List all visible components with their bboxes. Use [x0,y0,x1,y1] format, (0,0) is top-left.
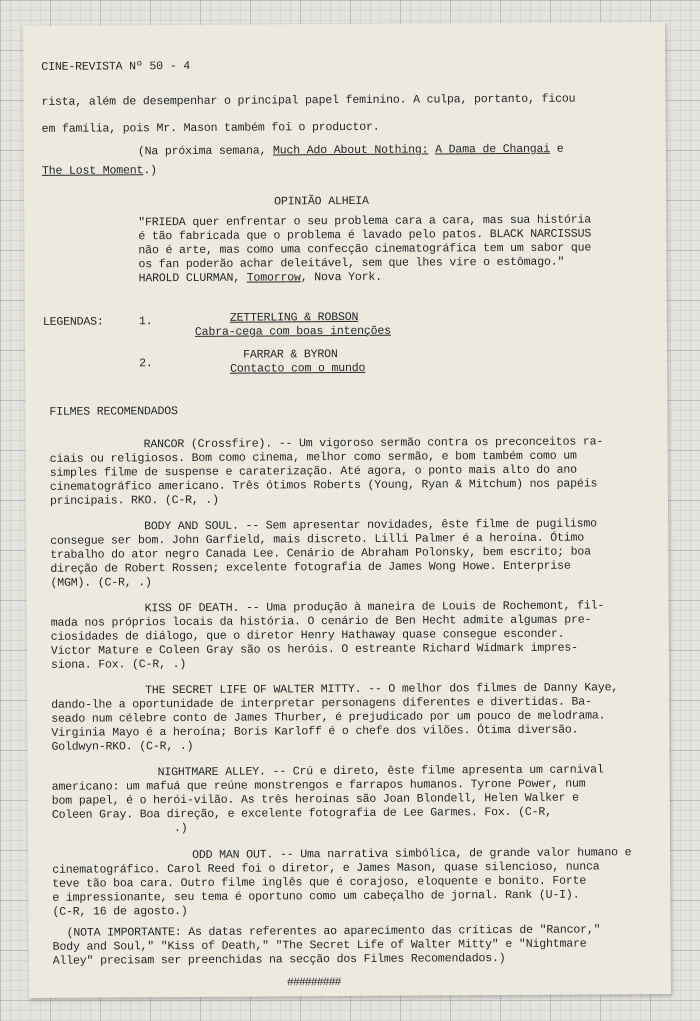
review-line: Virginia Mayo é a heroína; Boris Karloff é o chefe dos vilões. Ótima diversão. [51,723,579,740]
review-line: dando-lhe a oportunidade de interpretar personagens diferentes e divertidas. Ba- [51,695,592,712]
review-line: seado num célebre conto de James Thurber, é prejudicado por um pouco de melodrama. [51,709,606,726]
review-line: NIGHTMARE ALLEY. -- Crú e direto, êste filme apresenta um carnival [157,763,604,780]
legenda-caption: Cabra-cega com boas intenções [194,324,391,339]
recomendados-heading: FILMES RECOMENDADOS [49,405,178,419]
next-week-title: A Dama de Changai [435,142,551,157]
next-week-note-cont: The Lost Moment.) [41,164,157,178]
end-mark: ######### [286,976,341,990]
quote-line: não é arte, mas como uma confecção cinematográfica tem um sabor que [138,241,592,258]
quote-line: os fan poderão achar deleitável, sem que lhes vire o estômago." [138,255,565,272]
page-header: CINE-REVISTA Nº 50 - 4 [41,59,190,74]
legenda-caption: Contacto com o mundo [230,361,366,376]
review-line: bom papel, é o herói-vilão. As três heroínas são Joan Blondell, Helen Walker e [51,791,579,808]
review-line: Goldwyn-RKO. (C-R, .) [51,739,194,754]
nota-line: Body and Soul," "Kiss of Death," "The Secret Life of Walter Mitty" e "Nightmare [52,937,587,954]
review-line: cinematográfico. Carol Reed foi o diretor, e James Mason, quase silencioso, nunca [52,860,600,877]
intro-line: rista, além de desempenhar o principal papel feminino. A culpa, portanto, ficou [41,92,576,109]
typewritten-page [23,22,671,998]
review-line: RANCOR (Crossfire). -- Um vigoroso sermão contra os preconceitos ra- [143,435,604,452]
legenda-names: ZETTERLING & ROBSON [229,310,359,325]
review-line: Coleen Gray. Boa direção, e excelente fotografia de Lee Garmes. Fox. (C-R, [51,805,552,822]
legenda-names: FARRAR & BYRON [243,348,338,362]
legenda-number: 2. [139,357,153,371]
quote-source: HAROLD CLURMAN, Tomorrow, Nova York. [138,270,382,286]
next-week-title: Much Ado About Nothing: [272,143,429,158]
review-line: consegue ser bom. John Garfield, mais discreto. Lilli Palmer é a heroína. Ótimo [50,531,585,548]
legenda-number: 1. [138,315,153,329]
next-week-note: (Na próxima semana, Much Ado About Nothing: A Dama de Changai e [137,142,564,159]
next-week-title: The Lost Moment [41,164,144,178]
nota-line: Alley" precisam ser preenchidas na secção dos Filmes Recomendados.) [52,952,506,968]
review-line: principais. RKO. (C-R, .) [49,493,219,508]
review-line: trabalho do ator negro Canada Lee. Cenário de Abraham Polonsky, bem escrito; boa [50,545,591,562]
review-line: (MGM). (C-R, .) [50,576,152,590]
quote-line: "FRIEDA quer enfrentar o seu problema cara a cara, mas sua história [138,213,592,230]
review-line: direção de Robert Rossen; excelente fotografia de James Wong Howe. Enterprise [50,559,571,576]
review-line: teve tão boa cara. Outro filme inglês que é corajoso, eloquente e bonito. Forte [52,874,587,891]
quote-line: é tão fabricada que o problema é lavado pelo patos. BLACK NARCISSUS [138,227,592,244]
intro-line: em família, pois Mr. Mason também foi o productor. [41,120,380,136]
opiniao-heading: OPINIÃO ALHEIA [274,194,369,209]
review-line: ODD MAN OUT. -- Uma narrativa simbólica, de grande valor humano e [192,846,632,862]
review-line: cinematográfico americano. Três ótimos Roberts (Young, Ryan & Mitchum) nos papéis [49,477,598,494]
review-line: siona. Fox. (C-R, .) [50,657,187,672]
review-line: Victor Mature e Coleen Gray são os heróis. O estreante Richard Widmark impres- [50,641,578,658]
review-line: (C-R, 16 de agosto.) [52,904,188,919]
review-line: e impressionante, seu tema é oportuno como um cabeçalho de jornal. Rank (U-I). [52,888,580,905]
review-line: KISS OF DEATH. -- Uma produção à maneira de Louis de Rochemont, fil- [144,599,605,616]
review-line: BODY AND SOUL. -- Sem apresentar novidades, êste filme de pugilismo [144,517,597,534]
review-line: mada nos próprios locais da história. O cenário de Ben Hecht admite algumas pre- [50,613,592,630]
review-line: ciais ou religiosos. Bom como cinema, melhor como sermão, e bom também como um [49,449,577,466]
review-line: .) [173,821,188,836]
legendas-label: LEGENDAS: [42,315,104,329]
review-line: ciosidades de diálogo, que o diretor Henry Hathaway quase consegue esconder. [50,627,565,644]
review-line: americano: um mafuá que reúne monstrengos e farrapos humanos. Tyrone Power, num [51,777,586,794]
nota-line: (NOTA IMPORTANTE: As datas referentes ao aparecimento das críticas de "Rancor," [66,923,601,940]
review-line: simples filme de suspense e caraterização. Até agora, o ponto mais alto do ano [49,463,577,480]
review-line: THE SECRET LIFE OF WALTER MITTY. -- O melhor dos filmes de Danny Kaye, [145,681,619,698]
